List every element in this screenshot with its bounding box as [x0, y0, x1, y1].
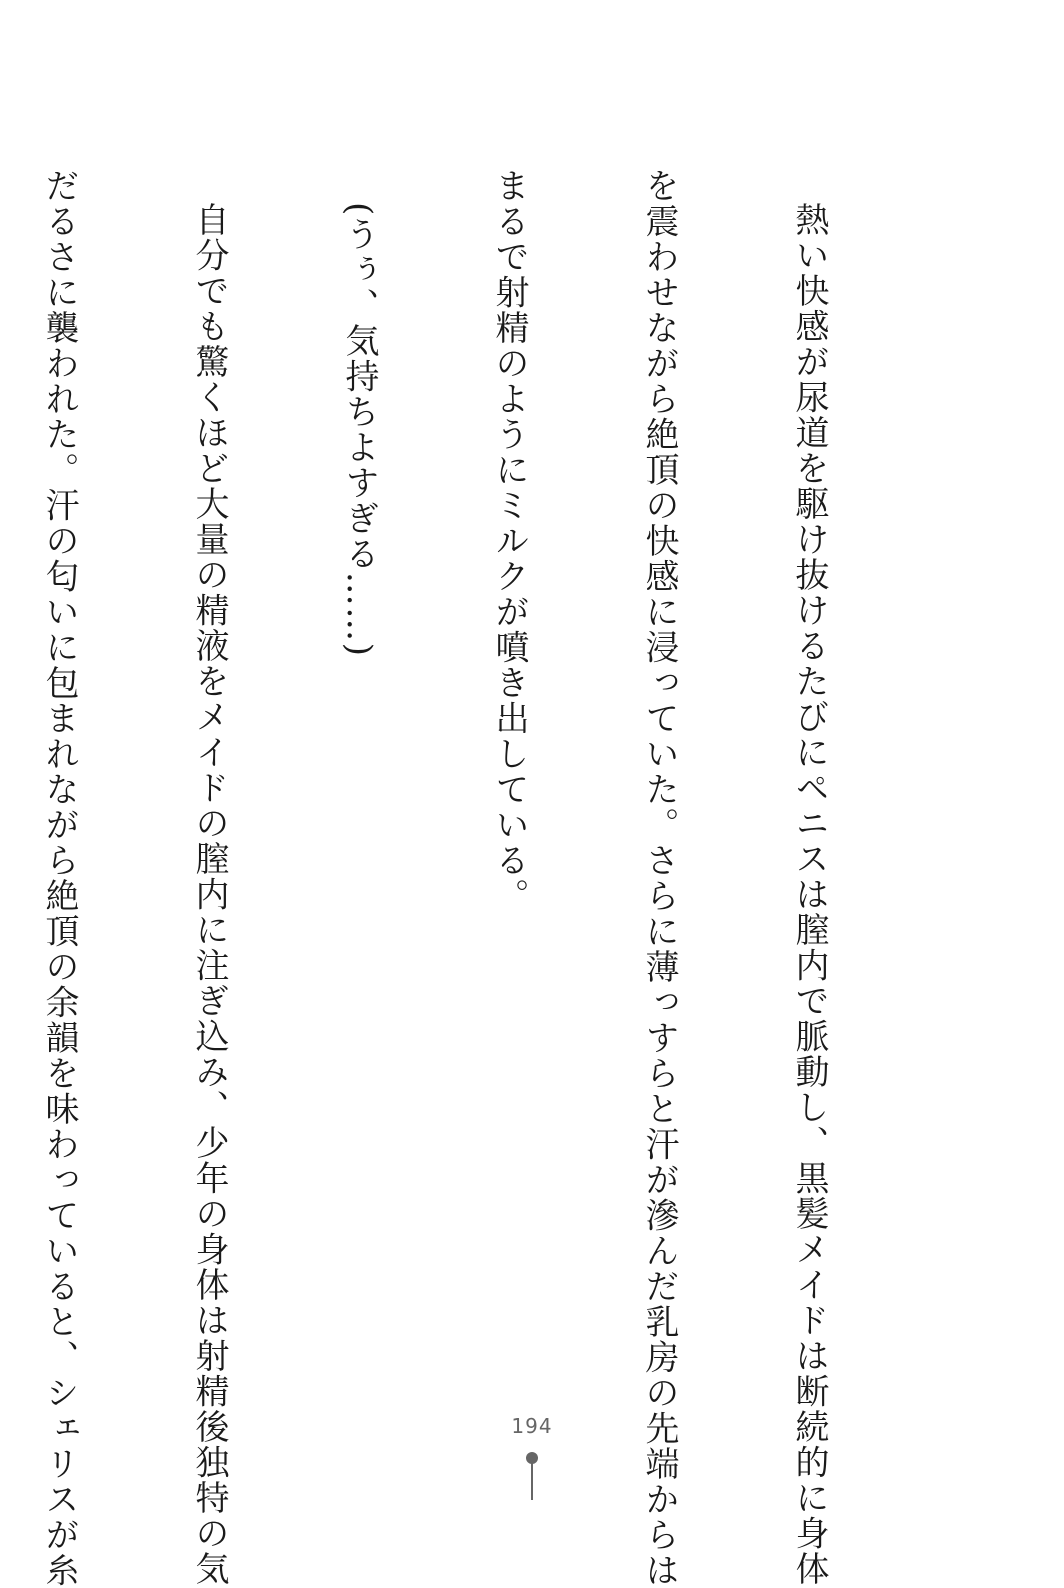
text-line: まるで射精のようにミルクが噴き出している。 — [489, 168, 529, 914]
page-marker-icon — [526, 1452, 538, 1500]
text-line: (うぅ、気持ちよすぎる……) — [339, 202, 379, 658]
text-line: 自分でも驚くほど大量の精液をメイドの膣内に注ぎ込み、少年の身体は射精後独特の気 — [189, 202, 229, 1587]
page-number: 194 — [511, 1414, 553, 1438]
text-line: 熱い快感が尿道を駆け抜けるたびにペニスは膣内で脈動し、黒髪メイドは断続的に身体 — [789, 202, 829, 1587]
marker-stem — [531, 1462, 533, 1500]
text-line: を震わせながら絶頂の快感に浸っていた。さらに薄っすらと汗が滲んだ乳房の先端からは — [639, 168, 679, 1588]
text-line: だるさに襲われた。汗の匂いに包まれながら絶頂の余韻を味わっていると、シェリスが糸 — [39, 168, 79, 1588]
